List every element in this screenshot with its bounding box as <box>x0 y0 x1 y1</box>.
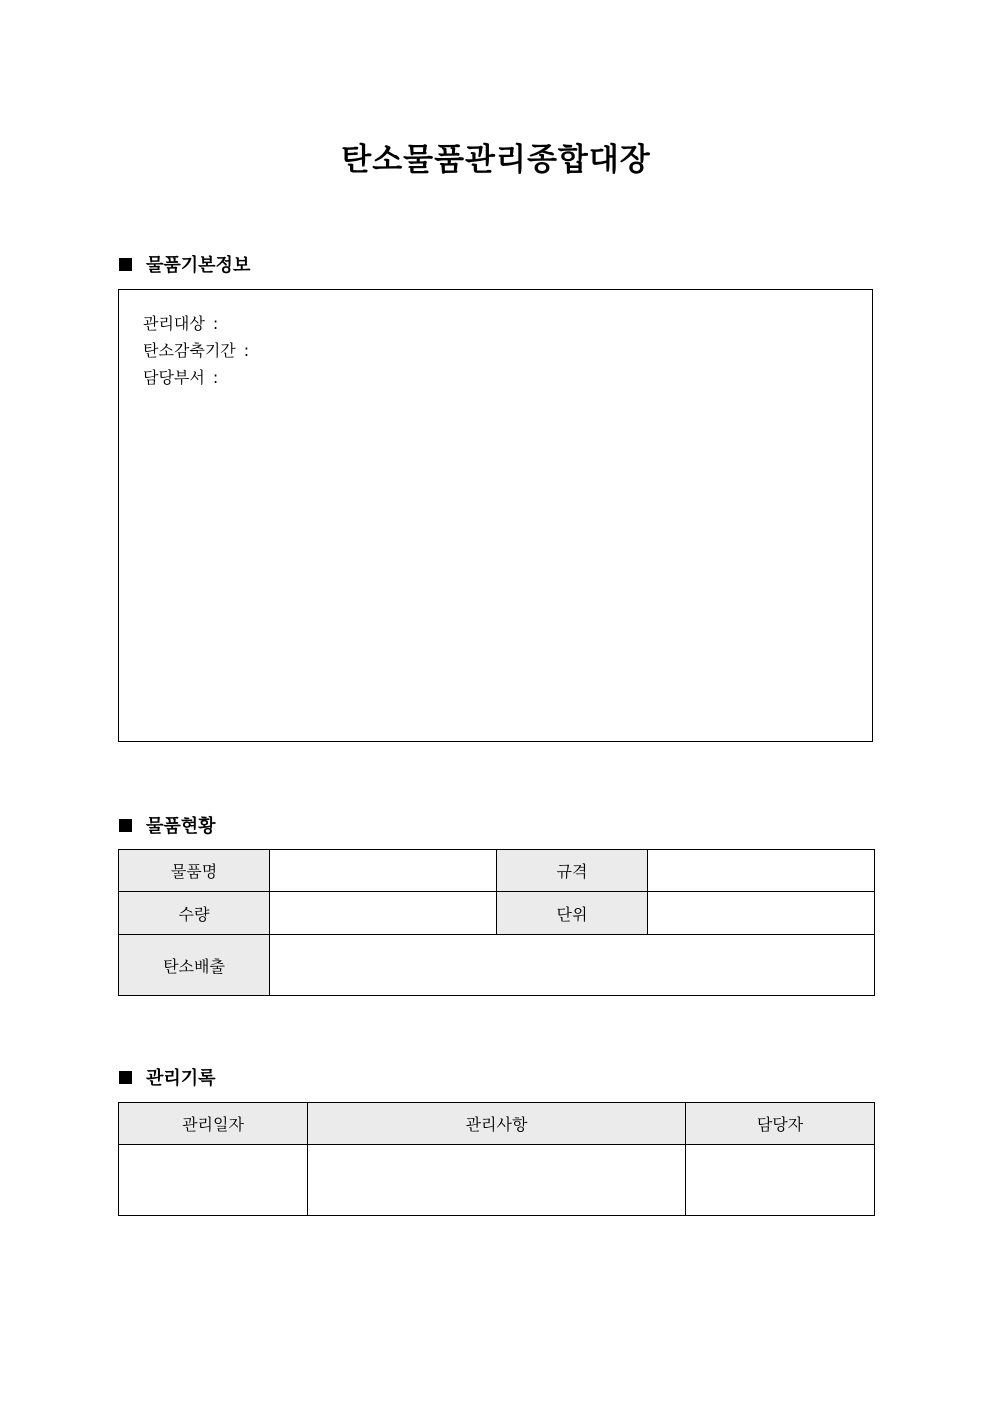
column-header-manager: 담당자 <box>686 1103 875 1145</box>
info-field-period <box>143 337 848 364</box>
unit-label: 단위 <box>497 892 648 935</box>
table-row <box>119 850 875 892</box>
info-field-colon: : <box>212 368 219 387</box>
info-field-label: 탄소감축기간 <box>143 341 236 360</box>
table-header-row <box>119 1103 875 1145</box>
record-details-cell[interactable] <box>308 1145 686 1216</box>
item-name-label: 물품명 <box>119 850 270 892</box>
unit-value[interactable] <box>648 892 875 935</box>
basic-info-box <box>118 289 873 742</box>
spec-value[interactable] <box>648 850 875 892</box>
info-field-target <box>143 310 848 337</box>
table-row <box>119 1145 875 1216</box>
emission-label: 탄소배출 <box>119 935 270 996</box>
info-field-label: 담당부서 <box>143 368 205 387</box>
column-header-date: 관리일자 <box>119 1103 308 1145</box>
basic-info-heading-text: 물품기본정보 <box>146 255 251 276</box>
info-field-colon: : <box>243 341 250 360</box>
records-heading <box>119 1065 216 1089</box>
square-bullet-icon <box>119 258 132 271</box>
basic-info-heading <box>119 252 250 276</box>
square-bullet-icon <box>119 1071 132 1084</box>
column-header-details: 관리사항 <box>308 1103 686 1145</box>
info-field-label: 관리대상 <box>143 314 205 333</box>
table-row <box>119 935 875 996</box>
square-bullet-icon <box>119 819 132 832</box>
status-heading <box>119 813 216 837</box>
document-title: 탄소물품관리종합대장 <box>341 142 651 178</box>
record-manager-cell[interactable] <box>686 1145 875 1216</box>
records-heading-text: 관리기록 <box>146 1068 216 1089</box>
record-date-cell[interactable] <box>119 1145 308 1216</box>
emission-value[interactable] <box>270 935 875 996</box>
table-row <box>119 892 875 935</box>
info-field-department <box>143 364 848 391</box>
quantity-value[interactable] <box>270 892 497 935</box>
quantity-label: 수량 <box>119 892 270 935</box>
spec-label: 규격 <box>497 850 648 892</box>
info-field-colon: : <box>212 314 219 333</box>
status-heading-text: 물품현황 <box>146 816 216 837</box>
status-table <box>118 849 875 996</box>
item-name-value[interactable] <box>270 850 497 892</box>
records-table <box>118 1102 875 1216</box>
